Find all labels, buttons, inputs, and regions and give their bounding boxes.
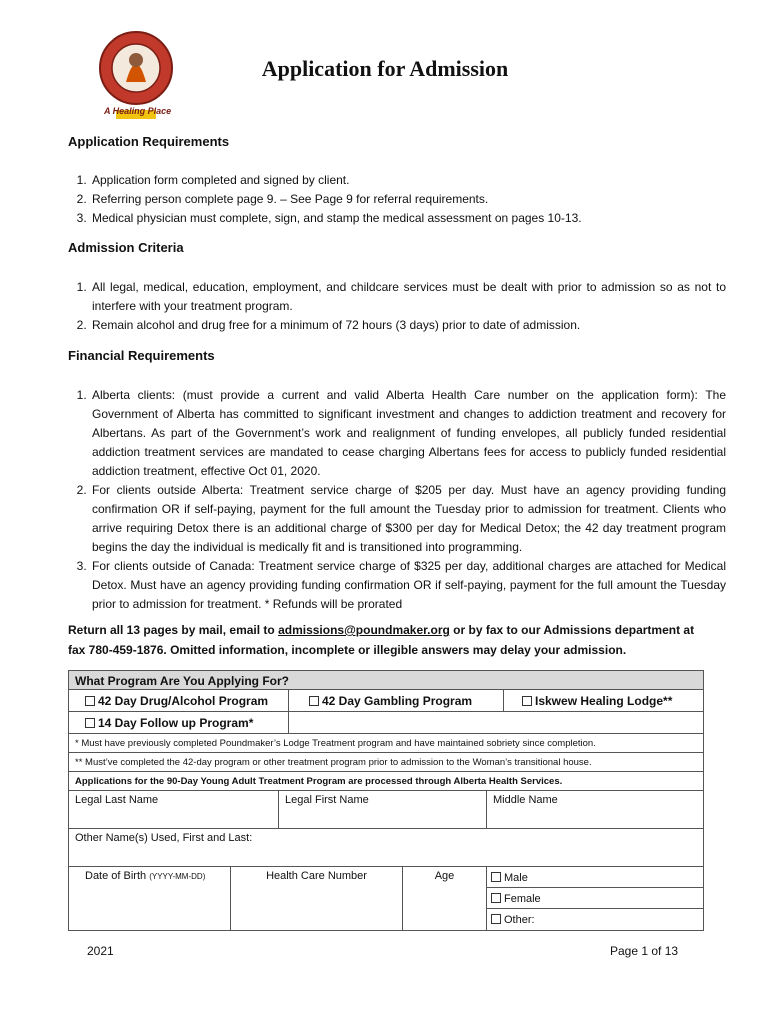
- checkbox-icon: [309, 696, 319, 706]
- option-label: Other:: [504, 914, 535, 926]
- date-format-hint: (YYYY-MM-DD): [149, 872, 206, 881]
- field-label: Date of Birth: [85, 870, 147, 882]
- checkbox-icon: [85, 718, 95, 728]
- list-item: 1. Alberta clients: (must provide a current and valid Alberta Health Care number on the application form): The Government of Alberta has committed to significant investment and changes to addiction treatment and recovery for Albertans. As part of the Government’s work and realignment of funding envelopes, all publicly funded residential addiction treatment services are mandated to cease charging Albertans fees for access to publicly funded residential addiction treatment, effective Oct 01, 2020.: [90, 386, 726, 481]
- footnote-young-adult: Applications for the 90-Day Young Adult Treatment Program are processed through Alberta Health Services.: [69, 772, 703, 791]
- option-label: Iskwew Healing Lodge**: [535, 694, 673, 708]
- option-iskwew-healing-lodge[interactable]: [504, 690, 703, 712]
- footnote-iskwew: ** Must’ve completed the 42-day program or other treatment program prior to admission to the Woman’s transitional house.: [69, 753, 703, 772]
- financial-requirements-list: [68, 386, 726, 614]
- checkbox-icon: [491, 893, 501, 903]
- section-heading-admission-criteria: Admission Criteria: [68, 240, 184, 255]
- program-question-header: What Program Are You Applying For?: [69, 671, 703, 690]
- checkbox-icon: [491, 914, 501, 924]
- age-field[interactable]: [403, 867, 487, 930]
- gender-other-option[interactable]: [487, 909, 703, 930]
- list-item: 2. Referring person complete page 9. – See Page 9 for referral requirements.: [90, 190, 726, 209]
- option-label: 42 Day Drug/Alcohol Program: [98, 694, 269, 708]
- footnote-follow-up: * Must have previously completed Poundmaker’s Lodge Treatment program and have maintained sobriety since completion.: [69, 734, 703, 753]
- page-title: Application for Admission: [261, 56, 509, 81]
- return-instructions: [68, 620, 708, 660]
- legal-last-name-field[interactable]: [69, 791, 279, 829]
- checkbox-icon: [491, 872, 501, 882]
- gender-female-option[interactable]: [487, 888, 703, 909]
- field-label: Legal First Name: [285, 794, 369, 806]
- option-14-day-follow-up[interactable]: [69, 712, 289, 734]
- section-heading-financial-requirements: Financial Requirements: [68, 348, 215, 363]
- page-number: Page 1 of 13: [610, 944, 679, 958]
- option-42-day-drug-alcohol[interactable]: [69, 690, 289, 712]
- list-item: 2. For clients outside Alberta: Treatment service charge of $205 per day. Must have an agency providing funding confirmation OR if self-paying, payment for the full amount the Tuesday prior to admission for treatment. Clients who arrive requiring Detox there is an additional charge of $300 per day for Medical Detox; the 42 day treatment program begins the day the individual is medically fit and is transitioned into programming.: [90, 481, 726, 557]
- middle-name-field[interactable]: [487, 791, 703, 829]
- section-heading-application-requirements: Application Requirements: [68, 134, 230, 149]
- date-of-birth-field[interactable]: [69, 867, 231, 930]
- admission-form-table: [68, 670, 704, 931]
- option-label: Male: [504, 872, 528, 884]
- option-label: 42 Day Gambling Program: [322, 694, 473, 708]
- option-label: 14 Day Follow up Program*: [98, 716, 254, 730]
- field-label: Other Name(s) Used, First and Last:: [75, 832, 253, 844]
- return-note-before: Return all 13 pages by mail, email to: [68, 623, 279, 637]
- admission-criteria-list: [68, 278, 726, 335]
- option-42-day-gambling[interactable]: [289, 690, 504, 712]
- field-label: Health Care Number: [266, 870, 367, 882]
- legal-first-name-field[interactable]: [279, 791, 487, 829]
- field-label: Age: [434, 870, 455, 882]
- application-requirements-list: [68, 171, 726, 228]
- list-item: 2. Remain alcohol and drug free for a minimum of 72 hours (3 days) prior to date of admission.: [90, 316, 726, 335]
- list-item: 3. For clients outside of Canada: Treatment service charge of $325 per day, additional charges are attached for Medical Detox. Must have an agency providing funding confirmation OR if self-paying, payment for the full amount the Tuesday prior to admission for treatment. * Refunds will be prorated: [90, 557, 726, 614]
- option-label: Female: [504, 893, 541, 905]
- field-label: Middle Name: [493, 794, 558, 806]
- empty-cell: [289, 712, 703, 734]
- list-item: 3. Medical physician must complete, sign, and stamp the medical assessment on pages 10-13.: [90, 209, 726, 228]
- admissions-email-link[interactable]: admissions@poundmaker.org: [278, 623, 450, 637]
- list-item: 1. Application form completed and signed by client.: [90, 171, 726, 190]
- logo-tagline: A Healing Place: [104, 106, 172, 116]
- footer-year: 2021: [87, 944, 114, 958]
- checkbox-icon: [85, 696, 95, 706]
- list-item: 1. All legal, medical, education, employment, and childcare services must be dealt with prior to admission so as not to interfere with your treatment program.: [90, 278, 726, 316]
- gender-male-option[interactable]: [487, 867, 703, 888]
- health-care-number-field[interactable]: [231, 867, 403, 930]
- field-label: Legal Last Name: [75, 794, 159, 806]
- other-names-field[interactable]: [69, 829, 703, 867]
- return-note-after: or by fax to our Admissions department at fax 780-459-1876. Omitted information, incomplete or illegible answers may delay your admission.: [68, 623, 695, 657]
- checkbox-icon: [522, 696, 532, 706]
